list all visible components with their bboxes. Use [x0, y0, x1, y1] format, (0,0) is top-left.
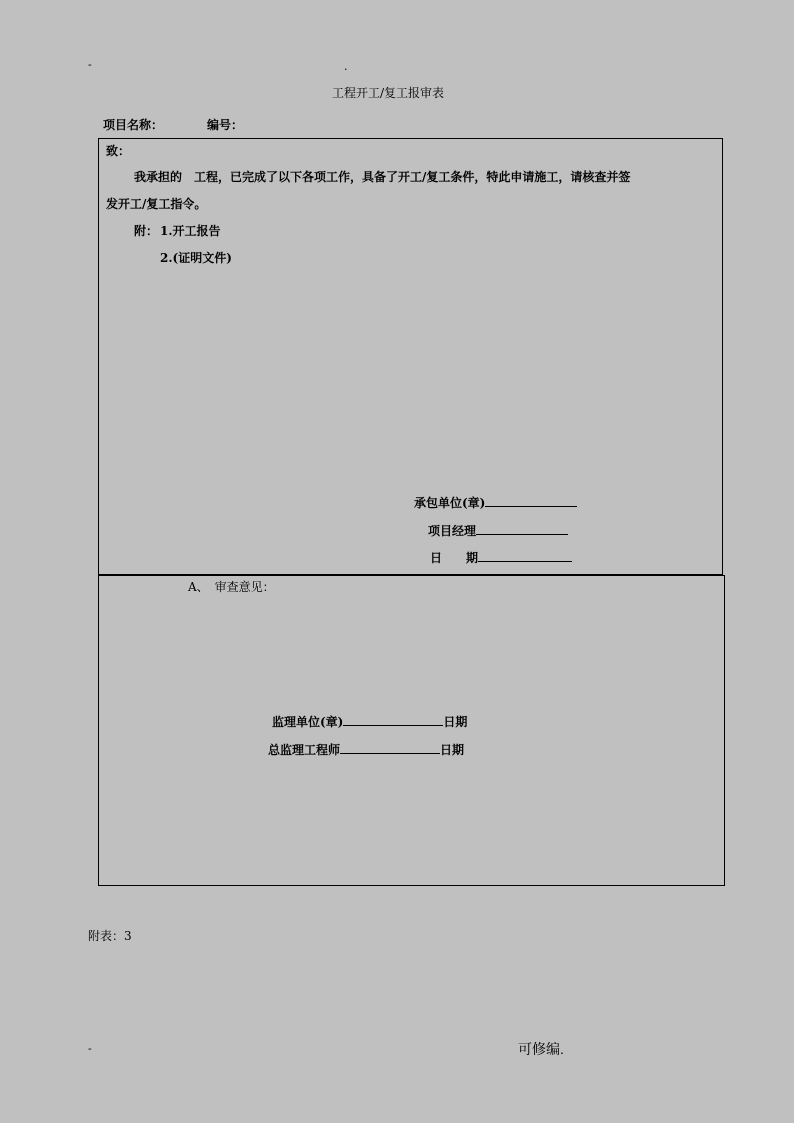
page-title: 工程开工/复工报审表	[332, 86, 445, 100]
number-label: 编号：	[207, 118, 244, 132]
application-body-line-2: 发开工/复工指令。	[106, 197, 207, 211]
chief-engineer-signature-line	[340, 741, 440, 754]
review-section	[98, 575, 725, 886]
supervisor-unit-label: 监理单位(章)	[272, 715, 344, 729]
attachment-item-1: 1.开工报告	[160, 224, 221, 238]
footer-left-mark: -	[88, 1042, 92, 1055]
contractor-label: 承包单位(章)	[414, 496, 486, 510]
application-date-line	[478, 549, 572, 562]
manager-signature-line	[476, 522, 568, 535]
chief-engineer-label: 总监理工程师	[268, 743, 341, 757]
application-date-row	[430, 549, 572, 566]
header-center-mark: .	[344, 60, 348, 73]
application-body-line-1: 我承担的 工程，已完成了以下各项工作，具备了开工/复工条件，特此申请施工，请核查并签	[134, 170, 631, 184]
supervisor-signature-line	[343, 713, 443, 726]
chief-engineer-date-label: 日期	[440, 743, 465, 757]
attachments-label: 附：	[134, 224, 159, 238]
chief-engineer-signature-row	[268, 741, 464, 758]
supervisor-signature-row	[272, 713, 467, 730]
manager-label: 项目经理	[428, 524, 477, 538]
attachment-item-2: 2.(证明文件)	[160, 251, 232, 265]
manager-signature-row	[428, 522, 568, 539]
contractor-signature-row	[414, 494, 577, 511]
contractor-signature-line	[485, 494, 577, 507]
header-left-mark: -	[88, 58, 92, 71]
project-name-label: 项目名称：	[103, 118, 164, 132]
editable-note: 可修编.	[518, 1041, 564, 1057]
supervisor-date-label: 日期	[443, 715, 468, 729]
to-label: 致：	[106, 144, 131, 158]
application-date-label: 日 期	[430, 551, 479, 565]
appendix-label: 附表：3	[88, 929, 132, 943]
review-opinion-label: A、 审查意见：	[188, 580, 275, 594]
